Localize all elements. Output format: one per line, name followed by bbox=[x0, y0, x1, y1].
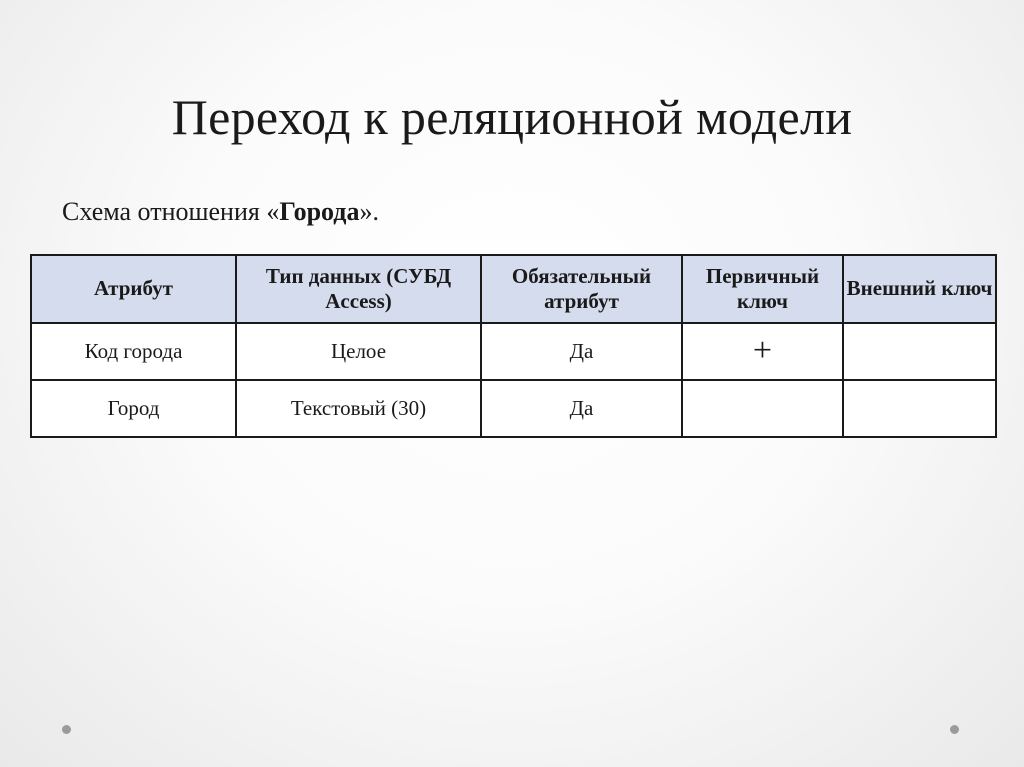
cell-primary-key bbox=[682, 380, 843, 437]
nav-dot-right-icon bbox=[950, 725, 959, 734]
cell-attribute: Код города bbox=[31, 323, 236, 380]
cell-attribute: Город bbox=[31, 380, 236, 437]
relation-schema-caption bbox=[62, 197, 379, 227]
header-foreign-key: Внешний ключ bbox=[843, 255, 996, 323]
cell-required: Да bbox=[481, 323, 682, 380]
table-row bbox=[31, 380, 996, 437]
relation-name: Города bbox=[279, 197, 360, 226]
header-data-type: Тип данных (СУБД Access) bbox=[236, 255, 481, 323]
header-primary-key: Первичный ключ bbox=[682, 255, 843, 323]
cell-required: Да bbox=[481, 380, 682, 437]
nav-dot-left-icon bbox=[62, 725, 71, 734]
table-row bbox=[31, 323, 996, 380]
relation-schema-table bbox=[30, 254, 997, 438]
cell-data-type: Целое bbox=[236, 323, 481, 380]
cell-data-type: Текстовый (30) bbox=[236, 380, 481, 437]
table-header-row bbox=[31, 255, 996, 323]
cell-foreign-key bbox=[843, 323, 996, 380]
cell-primary-key: + bbox=[682, 323, 843, 380]
cell-foreign-key bbox=[843, 380, 996, 437]
slide-title: Переход к реляционной модели bbox=[171, 89, 853, 145]
caption-suffix: ». bbox=[359, 197, 379, 226]
header-required: Обязательный атрибут bbox=[481, 255, 682, 323]
caption-prefix: Схема отношения « bbox=[62, 197, 280, 226]
header-attribute: Атрибут bbox=[31, 255, 236, 323]
